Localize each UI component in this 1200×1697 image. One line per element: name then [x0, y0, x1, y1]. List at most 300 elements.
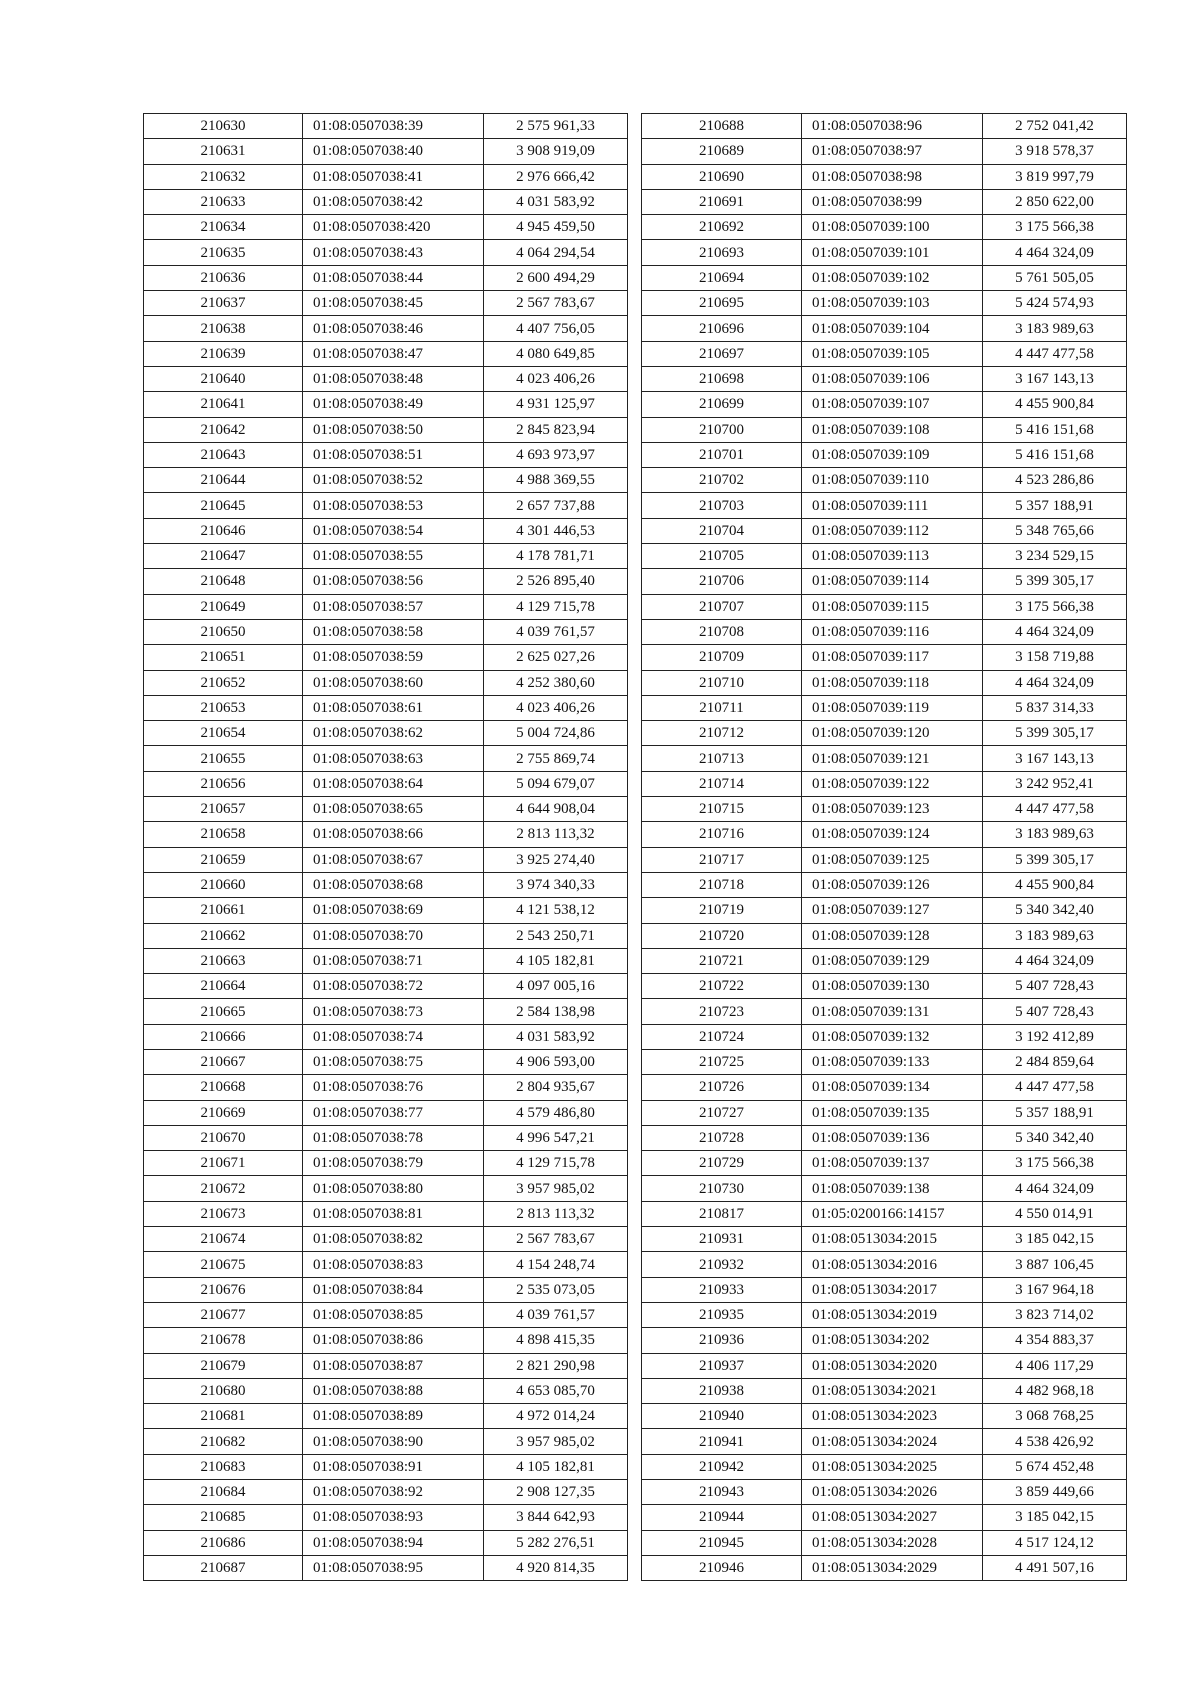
value-cell: 4 482 968,18: [983, 1378, 1127, 1403]
value-cell: 4 464 324,09: [983, 670, 1127, 695]
row-number-cell: 210686: [144, 1530, 303, 1555]
value-cell: 3 957 985,02: [484, 1176, 628, 1201]
row-number-cell: 210642: [144, 417, 303, 442]
table-row: [144, 569, 628, 594]
row-number-cell: 210725: [642, 1049, 802, 1074]
value-cell: 4 464 324,09: [983, 948, 1127, 973]
cadastral-number-cell: 01:08:0513034:2017: [802, 1277, 983, 1302]
value-cell: 4 550 014,91: [983, 1201, 1127, 1226]
row-number-cell: 210945: [642, 1530, 802, 1555]
row-number-cell: 210716: [642, 822, 802, 847]
cadastral-number-cell: 01:08:0507038:56: [303, 569, 484, 594]
table-row: [144, 316, 628, 341]
value-cell: 4 354 883,37: [983, 1328, 1127, 1353]
cadastral-number-cell: 01:08:0507039:124: [802, 822, 983, 847]
table-row: [642, 1100, 1127, 1125]
table-row: [144, 1100, 628, 1125]
table-row: [642, 1480, 1127, 1505]
row-number-cell: 210671: [144, 1151, 303, 1176]
row-number-cell: 210713: [642, 746, 802, 771]
table-row: [144, 1378, 628, 1403]
row-number-cell: 210707: [642, 594, 802, 619]
table-row: [642, 594, 1127, 619]
row-number-cell: 210683: [144, 1454, 303, 1479]
row-number-cell: 210708: [642, 619, 802, 644]
cadastral-number-cell: 01:08:0513034:2025: [802, 1454, 983, 1479]
value-cell: 4 064 294,54: [484, 240, 628, 265]
value-cell: 2 600 494,29: [484, 265, 628, 290]
value-cell: 3 887 106,45: [983, 1252, 1127, 1277]
value-cell: 4 693 973,97: [484, 442, 628, 467]
cadastral-number-cell: 01:08:0507039:120: [802, 721, 983, 746]
table-row: [144, 1252, 628, 1277]
cadastral-number-cell: 01:08:0507038:39: [303, 114, 484, 139]
value-cell: 5 340 342,40: [983, 1125, 1127, 1150]
cadastral-number-cell: 01:08:0507038:76: [303, 1075, 484, 1100]
cadastral-number-cell: 01:08:0507038:90: [303, 1429, 484, 1454]
row-number-cell: 210722: [642, 974, 802, 999]
value-cell: 4 464 324,09: [983, 1176, 1127, 1201]
cadastral-number-cell: 01:08:0513034:2021: [802, 1378, 983, 1403]
row-number-cell: 210696: [642, 316, 802, 341]
table-row: [144, 291, 628, 316]
table-row: [144, 1530, 628, 1555]
value-cell: 4 097 005,16: [484, 974, 628, 999]
cadastral-number-cell: 01:08:0507039:111: [802, 493, 983, 518]
value-cell: 3 068 768,25: [983, 1404, 1127, 1429]
value-cell: 4 039 761,57: [484, 1302, 628, 1327]
cadastral-number-cell: 01:08:0507038:82: [303, 1227, 484, 1252]
value-cell: 4 653 085,70: [484, 1378, 628, 1403]
cadastral-number-cell: 01:08:0507038:94: [303, 1530, 484, 1555]
cadastral-number-cell: 01:08:0507039:100: [802, 215, 983, 240]
row-number-cell: 210647: [144, 544, 303, 569]
table-row: [144, 468, 628, 493]
table-row: [144, 594, 628, 619]
cadastral-number-cell: 01:08:0507039:134: [802, 1075, 983, 1100]
row-number-cell: 210634: [144, 215, 303, 240]
table-row: [642, 1555, 1127, 1580]
row-number-cell: 210670: [144, 1125, 303, 1150]
cadastral-number-cell: 01:08:0507039:129: [802, 948, 983, 973]
row-number-cell: 210720: [642, 923, 802, 948]
table-row: [642, 1353, 1127, 1378]
table-row: [642, 240, 1127, 265]
cadastral-number-cell: 01:08:0507039:121: [802, 746, 983, 771]
row-number-cell: 210938: [642, 1378, 802, 1403]
row-number-cell: 210641: [144, 392, 303, 417]
table-row: [144, 1151, 628, 1176]
cadastral-number-cell: 01:08:0513034:2026: [802, 1480, 983, 1505]
cadastral-number-cell: 01:08:0507038:59: [303, 645, 484, 670]
cadastral-number-cell: 01:08:0507038:78: [303, 1125, 484, 1150]
value-cell: 2 752 041,42: [983, 114, 1127, 139]
table-row: [642, 797, 1127, 822]
cadastral-number-cell: 01:08:0507038:89: [303, 1404, 484, 1429]
table-row: [642, 898, 1127, 923]
table-row: [144, 1227, 628, 1252]
row-number-cell: 210658: [144, 822, 303, 847]
row-number-cell: 210669: [144, 1100, 303, 1125]
value-cell: 4 455 900,84: [983, 872, 1127, 897]
value-cell: 5 357 188,91: [983, 493, 1127, 518]
row-number-cell: 210690: [642, 164, 802, 189]
table-row: [642, 1277, 1127, 1302]
table-row: [642, 189, 1127, 214]
table-row: [642, 316, 1127, 341]
table-row: [144, 1454, 628, 1479]
table-row: [144, 265, 628, 290]
row-number-cell: 210675: [144, 1252, 303, 1277]
row-number-cell: 210663: [144, 948, 303, 973]
cadastral-number-cell: 01:08:0507038:92: [303, 1480, 484, 1505]
value-cell: 5 357 188,91: [983, 1100, 1127, 1125]
table-row: [642, 493, 1127, 518]
value-cell: 4 129 715,78: [484, 594, 628, 619]
row-number-cell: 210943: [642, 1480, 802, 1505]
value-cell: 5 837 314,33: [983, 695, 1127, 720]
row-number-cell: 210942: [642, 1454, 802, 1479]
value-cell: 2 821 290,98: [484, 1353, 628, 1378]
table-row: [642, 1429, 1127, 1454]
cadastral-number-cell: 01:08:0507038:420: [303, 215, 484, 240]
table-row: [144, 189, 628, 214]
cadastral-number-cell: 01:08:0513034:2029: [802, 1555, 983, 1580]
row-number-cell: 210656: [144, 771, 303, 796]
table-row: [144, 670, 628, 695]
table-row: [144, 493, 628, 518]
value-cell: 5 340 342,40: [983, 898, 1127, 923]
table-row: [642, 695, 1127, 720]
cadastral-number-cell: 01:08:0507038:99: [802, 189, 983, 214]
table-row: [144, 746, 628, 771]
value-cell: 4 906 593,00: [484, 1049, 628, 1074]
table-row: [642, 1328, 1127, 1353]
value-cell: 5 399 305,17: [983, 847, 1127, 872]
row-number-cell: 210657: [144, 797, 303, 822]
table-row: [642, 164, 1127, 189]
row-number-cell: 210718: [642, 872, 802, 897]
cadastral-number-cell: 01:08:0507039:115: [802, 594, 983, 619]
row-number-cell: 210937: [642, 1353, 802, 1378]
table-row: [144, 1480, 628, 1505]
table-row: [144, 822, 628, 847]
value-cell: 3 974 340,33: [484, 872, 628, 897]
cadastral-number-cell: 01:08:0507039:101: [802, 240, 983, 265]
table-row: [144, 1353, 628, 1378]
value-cell: 4 898 415,35: [484, 1328, 628, 1353]
row-number-cell: 210706: [642, 569, 802, 594]
table-row: [144, 645, 628, 670]
cadastral-number-cell: 01:08:0507039:137: [802, 1151, 983, 1176]
row-number-cell: 210689: [642, 139, 802, 164]
cadastral-number-cell: 01:08:0507039:131: [802, 999, 983, 1024]
value-cell: 3 925 274,40: [484, 847, 628, 872]
cadastral-number-cell: 01:08:0507038:68: [303, 872, 484, 897]
table-row: [642, 518, 1127, 543]
table-row: [642, 468, 1127, 493]
row-number-cell: 210645: [144, 493, 303, 518]
table-row: [642, 1378, 1127, 1403]
row-number-cell: 210695: [642, 291, 802, 316]
row-number-cell: 210711: [642, 695, 802, 720]
row-number-cell: 210659: [144, 847, 303, 872]
value-cell: 4 105 182,81: [484, 948, 628, 973]
table-row: [642, 341, 1127, 366]
table-row: [144, 948, 628, 973]
row-number-cell: 210936: [642, 1328, 802, 1353]
value-cell: 5 348 765,66: [983, 518, 1127, 543]
cadastral-number-cell: 01:08:0507038:86: [303, 1328, 484, 1353]
cadastral-number-cell: 01:08:0507038:95: [303, 1555, 484, 1580]
table-row: [642, 114, 1127, 139]
value-cell: 4 538 426,92: [983, 1429, 1127, 1454]
cadastral-number-cell: 01:08:0507038:60: [303, 670, 484, 695]
value-cell: 4 301 446,53: [484, 518, 628, 543]
table-row: [144, 1024, 628, 1049]
row-number-cell: 210698: [642, 366, 802, 391]
row-number-cell: 210640: [144, 366, 303, 391]
value-cell: 2 567 783,67: [484, 1227, 628, 1252]
table-row: [642, 721, 1127, 746]
cadastral-number-cell: 01:08:0513034:2027: [802, 1505, 983, 1530]
row-number-cell: 210630: [144, 114, 303, 139]
value-cell: 5 004 724,86: [484, 721, 628, 746]
table-row: [144, 139, 628, 164]
table-row: [642, 771, 1127, 796]
value-cell: 5 399 305,17: [983, 721, 1127, 746]
row-number-cell: 210687: [144, 1555, 303, 1580]
cadastral-number-cell: 01:08:0507039:127: [802, 898, 983, 923]
value-cell: 4 447 477,58: [983, 797, 1127, 822]
row-number-cell: 210651: [144, 645, 303, 670]
row-number-cell: 210672: [144, 1176, 303, 1201]
table-row: [144, 1277, 628, 1302]
cadastral-number-cell: 01:08:0507038:87: [303, 1353, 484, 1378]
value-cell: 2 908 127,35: [484, 1480, 628, 1505]
row-number-cell: 210668: [144, 1075, 303, 1100]
value-cell: 4 945 459,50: [484, 215, 628, 240]
value-cell: 4 031 583,92: [484, 189, 628, 214]
cadastral-number-cell: 01:08:0507038:50: [303, 417, 484, 442]
table-row: [144, 1429, 628, 1454]
row-number-cell: 210684: [144, 1480, 303, 1505]
cadastral-number-cell: 01:08:0507039:122: [802, 771, 983, 796]
row-number-cell: 210715: [642, 797, 802, 822]
value-cell: 3 175 566,38: [983, 594, 1127, 619]
table-row: [642, 215, 1127, 240]
cadastral-number-cell: 01:08:0507039:117: [802, 645, 983, 670]
value-cell: 3 175 566,38: [983, 215, 1127, 240]
table-row: [642, 1404, 1127, 1429]
value-cell: 3 957 985,02: [484, 1429, 628, 1454]
table-row: [642, 1049, 1127, 1074]
row-number-cell: 210633: [144, 189, 303, 214]
row-number-cell: 210632: [144, 164, 303, 189]
table-row: [642, 366, 1127, 391]
value-cell: 4 972 014,24: [484, 1404, 628, 1429]
value-cell: 5 674 452,48: [983, 1454, 1127, 1479]
cadastral-number-cell: 01:08:0507039:126: [802, 872, 983, 897]
value-cell: 3 859 449,66: [983, 1480, 1127, 1505]
row-number-cell: 210933: [642, 1277, 802, 1302]
table-row: [642, 974, 1127, 999]
row-number-cell: 210649: [144, 594, 303, 619]
cadastral-number-cell: 01:08:0507039:104: [802, 316, 983, 341]
value-cell: 4 252 380,60: [484, 670, 628, 695]
cadastral-number-cell: 01:08:0507038:84: [303, 1277, 484, 1302]
row-number-cell: 210693: [642, 240, 802, 265]
table-row: [642, 569, 1127, 594]
cadastral-number-cell: 01:08:0507038:98: [802, 164, 983, 189]
cadastral-number-cell: 01:08:0513034:2020: [802, 1353, 983, 1378]
value-cell: 3 819 997,79: [983, 164, 1127, 189]
table-row: [144, 1201, 628, 1226]
row-number-cell: 210679: [144, 1353, 303, 1378]
row-number-cell: 210710: [642, 670, 802, 695]
row-number-cell: 210940: [642, 1404, 802, 1429]
value-cell: 2 625 027,26: [484, 645, 628, 670]
value-cell: 4 023 406,26: [484, 695, 628, 720]
table-row: [144, 392, 628, 417]
cadastral-number-cell: 01:08:0507038:54: [303, 518, 484, 543]
table-row: [642, 1530, 1127, 1555]
value-cell: 4 023 406,26: [484, 366, 628, 391]
cadastral-number-cell: 01:08:0507038:70: [303, 923, 484, 948]
value-cell: 3 183 989,63: [983, 316, 1127, 341]
value-cell: 3 167 964,18: [983, 1277, 1127, 1302]
table-row: [144, 366, 628, 391]
table-row: [144, 544, 628, 569]
table-row: [642, 645, 1127, 670]
cadastral-number-cell: 01:08:0507039:114: [802, 569, 983, 594]
row-number-cell: 210727: [642, 1100, 802, 1125]
value-cell: 4 579 486,80: [484, 1100, 628, 1125]
cadastral-number-cell: 01:08:0507038:47: [303, 341, 484, 366]
table-row: [144, 417, 628, 442]
row-number-cell: 210723: [642, 999, 802, 1024]
row-number-cell: 210674: [144, 1227, 303, 1252]
value-cell: 4 920 814,35: [484, 1555, 628, 1580]
table-row: [642, 1151, 1127, 1176]
value-cell: 2 976 666,42: [484, 164, 628, 189]
value-cell: 2 845 823,94: [484, 417, 628, 442]
cadastral-number-cell: 01:08:0507038:61: [303, 695, 484, 720]
row-number-cell: 210635: [144, 240, 303, 265]
cadastral-number-cell: 01:08:0507039:108: [802, 417, 983, 442]
value-cell: 2 484 859,64: [983, 1049, 1127, 1074]
cadastral-number-cell: 01:08:0507039:136: [802, 1125, 983, 1150]
row-number-cell: 210680: [144, 1378, 303, 1403]
cadastral-number-cell: 01:08:0507038:79: [303, 1151, 484, 1176]
cadastral-number-cell: 01:08:0507038:72: [303, 974, 484, 999]
table-row: [144, 797, 628, 822]
row-number-cell: 210678: [144, 1328, 303, 1353]
cadastral-number-cell: 01:08:0507039:133: [802, 1049, 983, 1074]
row-number-cell: 210664: [144, 974, 303, 999]
value-cell: 5 424 574,93: [983, 291, 1127, 316]
table-row: [642, 872, 1127, 897]
row-number-cell: 210643: [144, 442, 303, 467]
cadastral-number-cell: 01:08:0507038:43: [303, 240, 484, 265]
cadastral-number-cell: 01:08:0507038:63: [303, 746, 484, 771]
row-number-cell: 210655: [144, 746, 303, 771]
cadastral-number-cell: 01:08:0507038:88: [303, 1378, 484, 1403]
table-row: [144, 1404, 628, 1429]
row-number-cell: 210702: [642, 468, 802, 493]
row-number-cell: 210691: [642, 189, 802, 214]
cadastral-number-cell: 01:08:0507039:107: [802, 392, 983, 417]
row-number-cell: 210665: [144, 999, 303, 1024]
table-row: [642, 619, 1127, 644]
value-cell: 2 850 622,00: [983, 189, 1127, 214]
value-cell: 5 416 151,68: [983, 417, 1127, 442]
value-cell: 3 844 642,93: [484, 1505, 628, 1530]
cadastral-number-cell: 01:08:0507038:91: [303, 1454, 484, 1479]
cadastral-number-cell: 01:08:0507038:41: [303, 164, 484, 189]
row-number-cell: 210935: [642, 1302, 802, 1327]
table-row: [144, 114, 628, 139]
cadastral-number-cell: 01:08:0507038:66: [303, 822, 484, 847]
row-number-cell: 210654: [144, 721, 303, 746]
row-number-cell: 210729: [642, 1151, 802, 1176]
table-row: [144, 898, 628, 923]
table-row: [642, 442, 1127, 467]
value-cell: 4 931 125,97: [484, 392, 628, 417]
row-number-cell: 210638: [144, 316, 303, 341]
value-cell: 4 031 583,92: [484, 1024, 628, 1049]
cadastral-number-cell: 01:08:0507039:123: [802, 797, 983, 822]
table-row: [642, 1252, 1127, 1277]
table-row: [642, 392, 1127, 417]
row-number-cell: 210636: [144, 265, 303, 290]
value-cell: 4 517 124,12: [983, 1530, 1127, 1555]
value-cell: 2 543 250,71: [484, 923, 628, 948]
row-number-cell: 210652: [144, 670, 303, 695]
cadastral-number-cell: 01:08:0507038:96: [802, 114, 983, 139]
cadastral-number-cell: 01:08:0507039:109: [802, 442, 983, 467]
row-number-cell: 210688: [642, 114, 802, 139]
table-row: [144, 1125, 628, 1150]
table-row: [642, 544, 1127, 569]
cadastral-number-cell: 01:08:0507038:44: [303, 265, 484, 290]
row-number-cell: 210667: [144, 1049, 303, 1074]
cadastral-number-cell: 01:08:0507038:49: [303, 392, 484, 417]
table-row: [642, 1505, 1127, 1530]
table-row: [144, 923, 628, 948]
row-number-cell: 210646: [144, 518, 303, 543]
table-row: [144, 695, 628, 720]
table-row: [642, 948, 1127, 973]
table-row: [642, 670, 1127, 695]
row-number-cell: 210653: [144, 695, 303, 720]
table-row: [144, 1555, 628, 1580]
row-number-cell: 210724: [642, 1024, 802, 1049]
table-row: [144, 1328, 628, 1353]
row-number-cell: 210719: [642, 898, 802, 923]
value-cell: 5 416 151,68: [983, 442, 1127, 467]
table-row: [144, 240, 628, 265]
table-row: [144, 619, 628, 644]
row-number-cell: 210817: [642, 1201, 802, 1226]
table-row: [144, 1505, 628, 1530]
table-row: [144, 341, 628, 366]
value-cell: 4 447 477,58: [983, 1075, 1127, 1100]
row-number-cell: 210699: [642, 392, 802, 417]
value-cell: 4 105 182,81: [484, 1454, 628, 1479]
left-table-body: [144, 114, 628, 1581]
table-row: [144, 1176, 628, 1201]
